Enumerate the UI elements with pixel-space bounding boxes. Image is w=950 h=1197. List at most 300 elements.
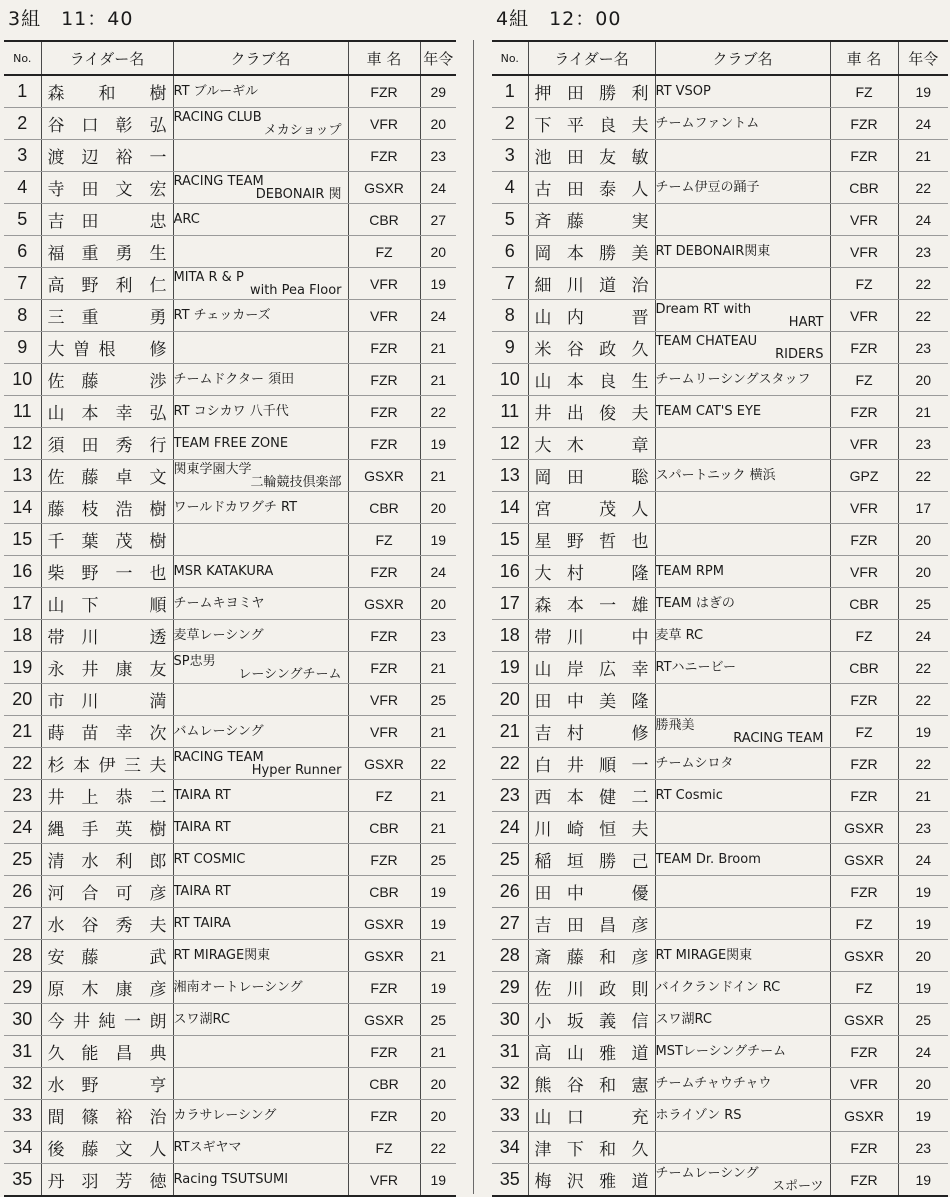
machine-name: CBR (830, 588, 898, 620)
rider-name (41, 460, 173, 492)
rider-age: 22 (420, 748, 456, 780)
rider-name-text: 久 能 昌 典 (47, 1044, 167, 1064)
rider-name-text: 細 川 道 治 (534, 276, 649, 296)
rider-age: 24 (898, 844, 948, 876)
rider-name-text: 西 本 健 二 (534, 788, 649, 808)
rider-name-text: 杉 本 伊 三 夫 (47, 756, 167, 776)
rider-age: 23 (420, 140, 456, 172)
rider-name (528, 1100, 655, 1132)
machine-name: FZ (348, 236, 420, 268)
machine-name: FZR (348, 556, 420, 588)
table-row (4, 684, 456, 716)
rider-name (41, 716, 173, 748)
entry-number: 34 (4, 1132, 41, 1164)
entry-number: 7 (492, 268, 528, 300)
entry-number: 17 (4, 588, 41, 620)
machine-name: GSXR (348, 172, 420, 204)
entry-number: 27 (4, 908, 41, 940)
rider-name (528, 396, 655, 428)
rider-name (41, 492, 173, 524)
machine-name: GSXR (348, 588, 420, 620)
rider-name-text: 間 篠 裕 治 (47, 1108, 167, 1128)
club-name: RT MIRAGE関東 (173, 940, 348, 972)
rider-age: 20 (420, 108, 456, 140)
club-name: 麦草 RC (655, 620, 830, 652)
machine-name: FZR (348, 620, 420, 652)
table-row (492, 332, 948, 364)
group-4-rows (492, 75, 948, 1196)
entry-number: 21 (492, 716, 528, 748)
club-name: スパートニック 横浜 (655, 460, 830, 492)
table-row (4, 1036, 456, 1068)
rider-name-text: 市 川 満 (47, 692, 167, 712)
entry-number: 12 (4, 428, 41, 460)
table-row (4, 780, 456, 812)
rider-name-text: 藤 枝 浩 樹 (47, 500, 167, 520)
rider-name-text: 高 野 利 仁 (47, 276, 167, 296)
rider-name (528, 75, 655, 108)
club-name: RT ブルーギル (173, 75, 348, 108)
machine-name: CBR (348, 812, 420, 844)
machine-name: FZ (830, 908, 898, 940)
club-name: TAIRA RT (173, 780, 348, 812)
rider-name (528, 908, 655, 940)
table-row (4, 1132, 456, 1164)
table-row (492, 876, 948, 908)
rider-age: 24 (420, 172, 456, 204)
entry-number: 10 (492, 364, 528, 396)
rider-age: 21 (420, 1036, 456, 1068)
machine-name: GSXR (348, 460, 420, 492)
table-row (4, 364, 456, 396)
rider-age: 19 (420, 268, 456, 300)
table-header-row (492, 41, 948, 75)
rider-name (41, 1164, 173, 1197)
club-name: チームシロタ (655, 748, 830, 780)
machine-name: GSXR (830, 844, 898, 876)
rider-name (41, 588, 173, 620)
entry-number: 29 (492, 972, 528, 1004)
rider-name (528, 1164, 655, 1197)
rider-name (41, 620, 173, 652)
rider-age: 22 (898, 652, 948, 684)
table-row (492, 588, 948, 620)
machine-name: FZR (830, 780, 898, 812)
table-row (492, 1164, 948, 1197)
entry-number: 5 (492, 204, 528, 236)
rider-name (528, 1132, 655, 1164)
club-name: RACING TEAM Hyper Runner (173, 748, 348, 780)
rider-age: 25 (420, 684, 456, 716)
machine-name: GSXR (830, 940, 898, 972)
rider-name (528, 428, 655, 460)
header-rider: ライダー名 (41, 41, 173, 75)
rider-name-text: 寺 田 文 宏 (47, 180, 167, 200)
club-name: チームレーシング スポーツ (655, 1164, 830, 1197)
rider-name-text: 山 口 充 (534, 1108, 649, 1128)
machine-name: FZR (348, 428, 420, 460)
table-row (4, 652, 456, 684)
rider-name-text: 田 中 美 隆 (534, 692, 649, 712)
club-name: チーム伊豆の踊子 (655, 172, 830, 204)
table-row (4, 332, 456, 364)
rider-name-text: 大 曽 根 修 (47, 340, 167, 360)
group-4-title: 4組 12：00 (496, 8, 622, 30)
entry-number: 3 (492, 140, 528, 172)
rider-name (528, 972, 655, 1004)
rider-name (528, 556, 655, 588)
header-club: クラブ名 (655, 41, 830, 75)
table-row (492, 268, 948, 300)
rider-age: 22 (898, 460, 948, 492)
rider-name-text: 梅 沢 雅 道 (534, 1172, 649, 1192)
rider-name (41, 1068, 173, 1100)
rider-age: 19 (898, 908, 948, 940)
rider-age: 21 (898, 396, 948, 428)
club-name: RTスギヤマ (173, 1132, 348, 1164)
table-row (4, 588, 456, 620)
entry-number: 25 (4, 844, 41, 876)
machine-name: CBR (348, 204, 420, 236)
table-row (4, 940, 456, 972)
machine-name: FZR (348, 332, 420, 364)
rider-name-text: 稲 垣 勝 己 (534, 852, 649, 872)
rider-name-text: 田 中 優 (534, 884, 649, 904)
club-name: バムレーシング (173, 716, 348, 748)
rider-age: 21 (420, 716, 456, 748)
rider-age: 19 (898, 716, 948, 748)
machine-name: GSXR (348, 908, 420, 940)
rider-name (41, 812, 173, 844)
machine-name: FZ (348, 524, 420, 556)
machine-name: VFR (830, 236, 898, 268)
rider-name-text: 縄 手 英 樹 (47, 820, 167, 840)
table-row (492, 844, 948, 876)
rider-name-text: 水 谷 秀 夫 (47, 916, 167, 936)
entry-number: 29 (4, 972, 41, 1004)
rider-age: 19 (898, 75, 948, 108)
entry-number: 35 (492, 1164, 528, 1197)
entry-number: 14 (492, 492, 528, 524)
rider-age: 24 (898, 620, 948, 652)
table-row (4, 300, 456, 332)
table-row (492, 812, 948, 844)
machine-name: FZR (830, 108, 898, 140)
rider-name (41, 1132, 173, 1164)
machine-name: CBR (348, 876, 420, 908)
machine-name: FZ (830, 620, 898, 652)
entry-number: 2 (492, 108, 528, 140)
rider-age: 21 (420, 812, 456, 844)
header-age: 年令 (898, 41, 948, 75)
rider-name (528, 588, 655, 620)
club-name: MITA R & P with Pea Floor (173, 268, 348, 300)
rider-name (41, 652, 173, 684)
club-name: TEAM FREE ZONE (173, 428, 348, 460)
rider-age: 20 (420, 1100, 456, 1132)
entry-number: 35 (4, 1164, 41, 1197)
table-row (492, 1132, 948, 1164)
entry-number: 10 (4, 364, 41, 396)
table-row (4, 268, 456, 300)
rider-age: 19 (420, 908, 456, 940)
rider-name (41, 780, 173, 812)
machine-name: GPZ (830, 460, 898, 492)
rider-age: 19 (898, 876, 948, 908)
rider-name-text: 斎 藤 和 彦 (534, 948, 649, 968)
rider-age: 20 (420, 1068, 456, 1100)
rider-name (41, 1036, 173, 1068)
rider-age: 23 (898, 812, 948, 844)
table-row (492, 108, 948, 140)
table-row (492, 1036, 948, 1068)
rider-name (528, 1004, 655, 1036)
rider-name (528, 684, 655, 716)
machine-name: VFR (830, 492, 898, 524)
rider-age: 24 (898, 108, 948, 140)
club-name (655, 524, 830, 556)
entry-number: 23 (492, 780, 528, 812)
rider-name (528, 236, 655, 268)
rider-name (528, 716, 655, 748)
entry-number: 6 (4, 236, 41, 268)
entry-number: 11 (4, 396, 41, 428)
rider-age: 25 (898, 588, 948, 620)
club-name (173, 332, 348, 364)
rider-name-text: 山 本 幸 弘 (47, 404, 167, 424)
table-row (492, 172, 948, 204)
rider-name-text: 佐 藤 渉 (47, 372, 167, 392)
header-age: 年令 (420, 41, 456, 75)
club-name (173, 140, 348, 172)
rider-age: 22 (898, 172, 948, 204)
entry-number: 16 (4, 556, 41, 588)
table-row (4, 396, 456, 428)
rider-name (41, 844, 173, 876)
club-name: 湘南オートレーシング (173, 972, 348, 1004)
machine-name: FZR (830, 876, 898, 908)
entry-number: 19 (4, 652, 41, 684)
rider-name (41, 396, 173, 428)
table-row (492, 1100, 948, 1132)
rider-name (41, 684, 173, 716)
rider-age: 27 (420, 204, 456, 236)
rider-name-text: 蒔 苗 幸 次 (47, 724, 167, 744)
machine-name: VFR (830, 204, 898, 236)
club-name (655, 1132, 830, 1164)
club-name: Dream RT with HART (655, 300, 830, 332)
machine-name: CBR (830, 172, 898, 204)
header-car: 車 名 (830, 41, 898, 75)
club-name: RT チェッカーズ (173, 300, 348, 332)
rider-age: 25 (420, 1004, 456, 1036)
table-row (492, 140, 948, 172)
table-row (4, 75, 456, 108)
club-name: TAIRA RT (173, 876, 348, 908)
rider-name (41, 428, 173, 460)
club-name: RTハニービー (655, 652, 830, 684)
club-name: RT VSOP (655, 75, 830, 108)
entry-number: 33 (492, 1100, 528, 1132)
rider-age: 20 (420, 236, 456, 268)
table-row (4, 172, 456, 204)
entry-number: 4 (492, 172, 528, 204)
rider-name-text: 津 下 和 久 (534, 1140, 649, 1160)
club-name: ワールドカワグチ RT (173, 492, 348, 524)
entry-number: 19 (492, 652, 528, 684)
table-row (492, 300, 948, 332)
rider-age: 23 (898, 332, 948, 364)
rider-age: 19 (420, 524, 456, 556)
rider-name-text: 今 井 純 一 朗 (47, 1012, 167, 1032)
rider-name-text: 山 岸 広 幸 (534, 660, 649, 680)
rider-name (41, 236, 173, 268)
table-row (4, 620, 456, 652)
rider-name (528, 268, 655, 300)
rider-age: 21 (420, 364, 456, 396)
rider-name (528, 172, 655, 204)
entry-number: 1 (492, 75, 528, 108)
club-name: TEAM RPM (655, 556, 830, 588)
entry-number: 26 (4, 876, 41, 908)
club-name: RACING CLUB メカショップ (173, 108, 348, 140)
rider-name-text: 三 重 勇 (47, 308, 167, 328)
table-row (492, 652, 948, 684)
rider-name (41, 300, 173, 332)
header-rider: ライダー名 (528, 41, 655, 75)
club-name (173, 524, 348, 556)
rider-name (41, 108, 173, 140)
machine-name: FZR (348, 75, 420, 108)
rider-name-text: 吉 村 修 (534, 724, 649, 744)
table-row (4, 236, 456, 268)
rider-age: 20 (420, 492, 456, 524)
rider-age: 19 (420, 876, 456, 908)
rider-name (528, 652, 655, 684)
club-name (655, 684, 830, 716)
rider-age: 24 (420, 300, 456, 332)
rider-age: 21 (420, 332, 456, 364)
machine-name: FZR (830, 524, 898, 556)
rider-age: 21 (420, 652, 456, 684)
rider-name-text: 米 谷 政 久 (534, 340, 649, 360)
rider-name-text: 星 野 哲 也 (534, 532, 649, 552)
rider-age: 22 (898, 748, 948, 780)
club-name: チームキヨミヤ (173, 588, 348, 620)
table-row (4, 556, 456, 588)
entry-number: 31 (4, 1036, 41, 1068)
rider-name (528, 460, 655, 492)
table-row (492, 748, 948, 780)
entry-number: 22 (492, 748, 528, 780)
rider-age: 20 (420, 588, 456, 620)
entry-number: 22 (4, 748, 41, 780)
rider-name (528, 940, 655, 972)
machine-name: VFR (830, 428, 898, 460)
club-name: RT コシカワ 八千代 (173, 396, 348, 428)
rider-name (528, 812, 655, 844)
entry-number: 20 (492, 684, 528, 716)
entry-number: 26 (492, 876, 528, 908)
machine-name: FZR (348, 1100, 420, 1132)
entry-number: 34 (492, 1132, 528, 1164)
rider-age: 25 (420, 844, 456, 876)
machine-name: GSXR (348, 940, 420, 972)
entry-number: 9 (492, 332, 528, 364)
club-name: SP忠男 レーシングチーム (173, 652, 348, 684)
rider-age: 19 (898, 972, 948, 1004)
rider-age: 20 (898, 524, 948, 556)
machine-name: FZ (830, 716, 898, 748)
rider-name-text: 白 井 順 一 (534, 756, 649, 776)
rider-name-text: 帯 川 中 (534, 628, 649, 648)
table-row (492, 204, 948, 236)
rider-age: 21 (898, 140, 948, 172)
rider-name-text: 川 崎 恒 夫 (534, 820, 649, 840)
rider-name-text: 大 村 隆 (534, 564, 649, 584)
club-name: 関東学園大学 二輪競技倶楽部 (173, 460, 348, 492)
rider-name (41, 524, 173, 556)
rider-name-text: 河 合 可 彦 (47, 884, 167, 904)
machine-name: FZ (830, 972, 898, 1004)
club-name: チームチャウチャウ (655, 1068, 830, 1100)
machine-name: GSXR (348, 748, 420, 780)
entry-number: 16 (492, 556, 528, 588)
rider-age: 23 (420, 620, 456, 652)
rider-name (41, 75, 173, 108)
rider-age: 22 (420, 396, 456, 428)
entry-number: 21 (4, 716, 41, 748)
entry-number: 27 (492, 908, 528, 940)
group-4-panel (492, 0, 948, 1197)
rider-name (41, 876, 173, 908)
rider-age: 24 (898, 204, 948, 236)
entry-number: 13 (4, 460, 41, 492)
rider-name-text: 大 木 章 (534, 436, 649, 456)
machine-name: VFR (348, 108, 420, 140)
machine-name: VFR (348, 268, 420, 300)
table-row (4, 844, 456, 876)
entry-number: 28 (4, 940, 41, 972)
rider-age: 20 (898, 556, 948, 588)
entry-number: 12 (492, 428, 528, 460)
rider-name-text: 斉 藤 実 (534, 212, 649, 232)
rider-name-text: 水 野 亨 (47, 1076, 167, 1096)
header-car: 車 名 (348, 41, 420, 75)
rider-name-text: 谷 口 彰 弘 (47, 116, 167, 136)
table-row (4, 140, 456, 172)
entry-number: 20 (4, 684, 41, 716)
rider-name (528, 876, 655, 908)
rider-name-text: 岡 本 勝 美 (534, 244, 649, 264)
rider-age: 24 (420, 556, 456, 588)
club-name: カラサレーシング (173, 1100, 348, 1132)
rider-name-text: 吉 田 忠 (47, 212, 167, 232)
rider-name-text: 千 葉 茂 樹 (47, 532, 167, 552)
rider-name-text: 押 田 勝 利 (534, 84, 649, 104)
machine-name: FZ (830, 364, 898, 396)
machine-name: VFR (830, 1068, 898, 1100)
group-3-rows (4, 75, 456, 1196)
club-name: ARC (173, 204, 348, 236)
table-row (4, 1100, 456, 1132)
club-name: チームドクター 須田 (173, 364, 348, 396)
rider-age: 20 (898, 1068, 948, 1100)
club-name: RT MIRAGE関東 (655, 940, 830, 972)
machine-name: CBR (830, 652, 898, 684)
rider-age: 17 (898, 492, 948, 524)
rider-name-text: 熊 谷 和 憲 (534, 1076, 649, 1096)
